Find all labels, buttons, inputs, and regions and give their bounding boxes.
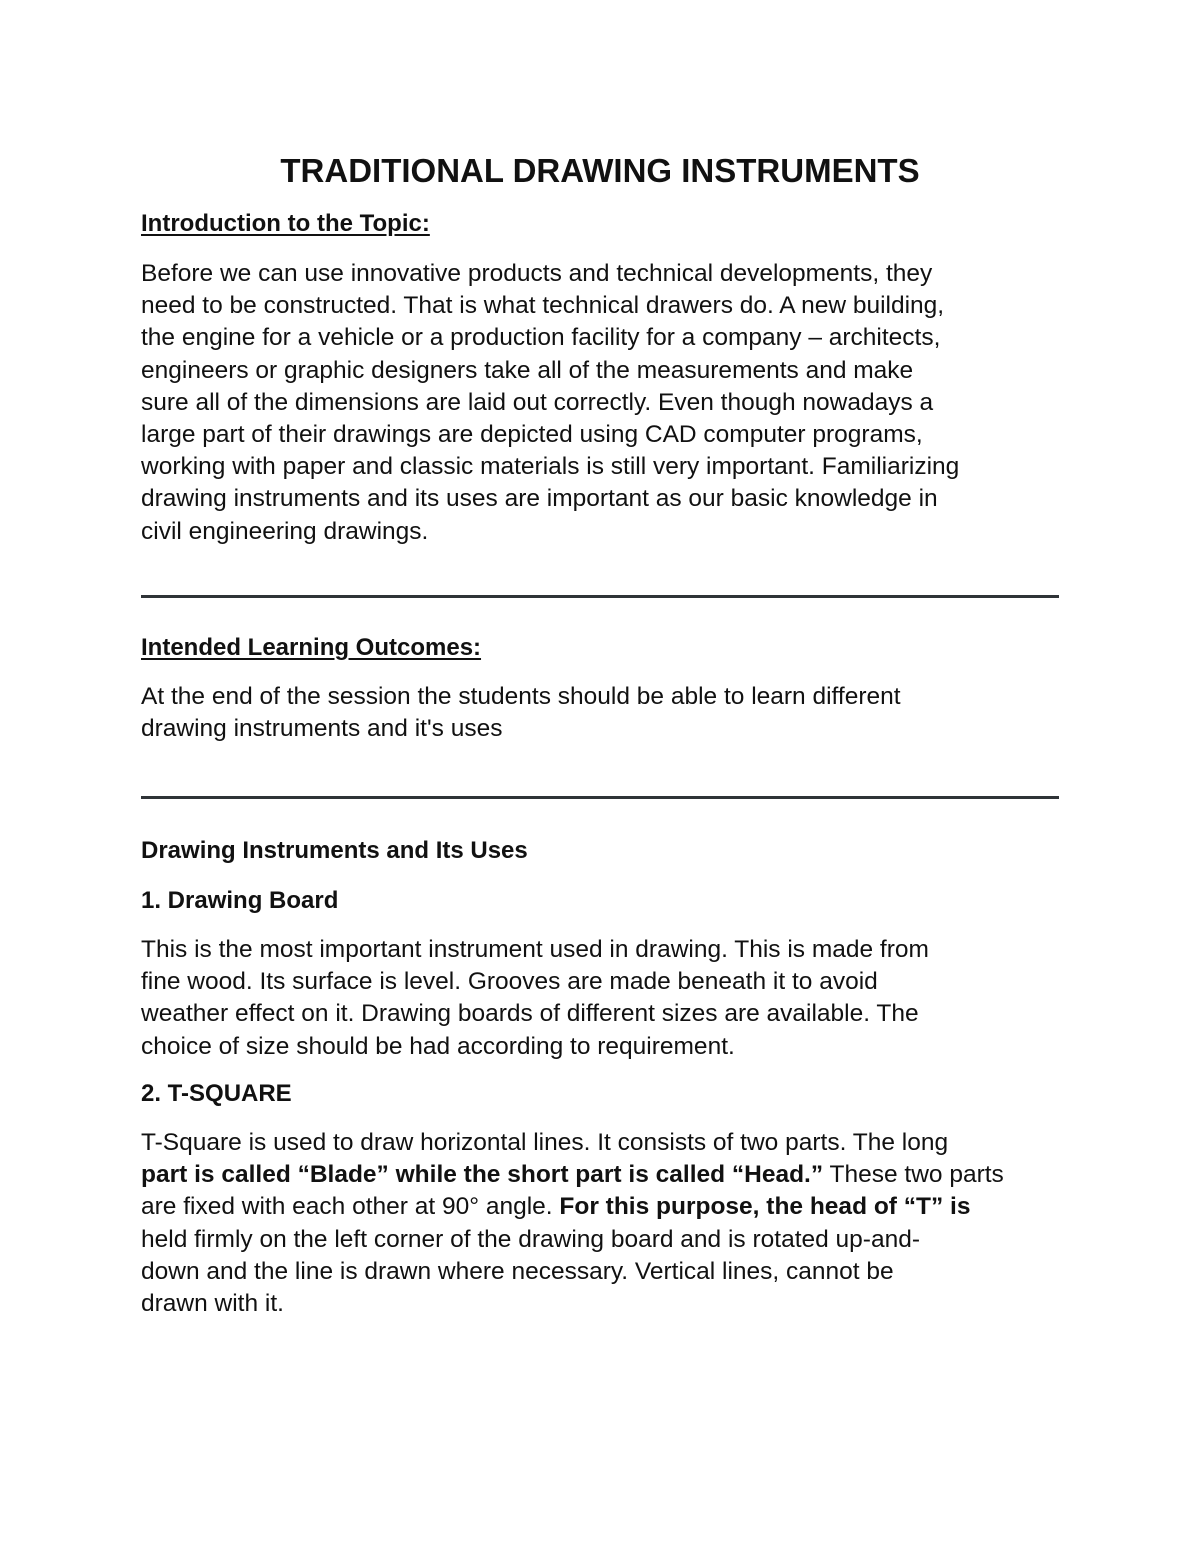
section-divider <box>141 796 1059 799</box>
intro-line: the engine for a vehicle or a production facility for a company – architects, <box>141 324 941 352</box>
tsquare-line: T-Square is used to draw horizontal lines. It consists of two parts. The long <box>141 1129 949 1156</box>
tsquare-line: held firmly on the left corner of the drawing board and is rotated up-and- <box>141 1225 920 1253</box>
tsquare-bold-text: For this purpose, the head of “T” is <box>559 1193 971 1221</box>
tsquare-line <box>141 1159 1066 1191</box>
board-line: This is the most important instrument used in drawing. This is made from <box>141 936 929 963</box>
intro-line: sure all of the dimensions are laid out correctly. Even though nowadays a <box>141 388 934 416</box>
board-line: fine wood. Its surface is level. Grooves are made beneath it to avoid <box>141 968 878 996</box>
page-title: TRADITIONAL DRAWING INSTRUMENTS <box>280 152 920 189</box>
intro-paragraph <box>141 258 1066 548</box>
outcomes-heading: Intended Learning Outcomes: <box>141 634 482 661</box>
intro-line: Before we can use innovative products and technical developments, they <box>141 260 933 287</box>
tsquare-line: drawn with it. <box>141 1290 284 1318</box>
intro-line: engineers or graphic designers take all of the measurements and make <box>141 356 914 384</box>
t-square-heading: 2. T-SQUARE <box>141 1080 292 1107</box>
tsquare-line <box>141 1191 1066 1223</box>
intro-heading: Introduction to the Topic: <box>141 210 430 237</box>
intro-line: working with paper and classic materials is still very important. Familiarizing <box>141 453 960 481</box>
tsquare-line: down and the line is drawn where necessary. Vertical lines, cannot be <box>141 1257 894 1285</box>
intro-line: large part of their drawings are depicted using CAD computer programs, <box>141 421 923 449</box>
tsquare-text: are fixed with each other at 90° angle. <box>141 1193 560 1221</box>
drawing-board-heading: 1. Drawing Board <box>141 887 339 914</box>
intro-line: drawing instruments and its uses are important as our basic knowledge in <box>141 485 938 513</box>
board-line: choice of size should be had according to requirement. <box>141 1032 735 1060</box>
board-line: weather effect on it. Drawing boards of different sizes are available. The <box>141 1000 919 1028</box>
outcomes-line: drawing instruments and it's uses <box>141 715 503 743</box>
outcomes-paragraph <box>141 681 1066 745</box>
section-divider <box>141 595 1059 598</box>
drawing-board-paragraph <box>141 934 1066 1063</box>
instruments-heading: Drawing Instruments and Its Uses <box>141 837 528 864</box>
t-square-paragraph <box>141 1127 1066 1320</box>
tsquare-bold-text: part is called “Blade” while the short part is called “Head.” <box>141 1161 824 1189</box>
tsquare-text: These two parts <box>823 1161 1004 1189</box>
intro-line: need to be constructed. That is what technical drawers do. A new building, <box>141 292 945 320</box>
intro-line: civil engineering drawings. <box>141 517 429 545</box>
outcomes-line: At the end of the session the students should be able to learn different <box>141 683 901 710</box>
